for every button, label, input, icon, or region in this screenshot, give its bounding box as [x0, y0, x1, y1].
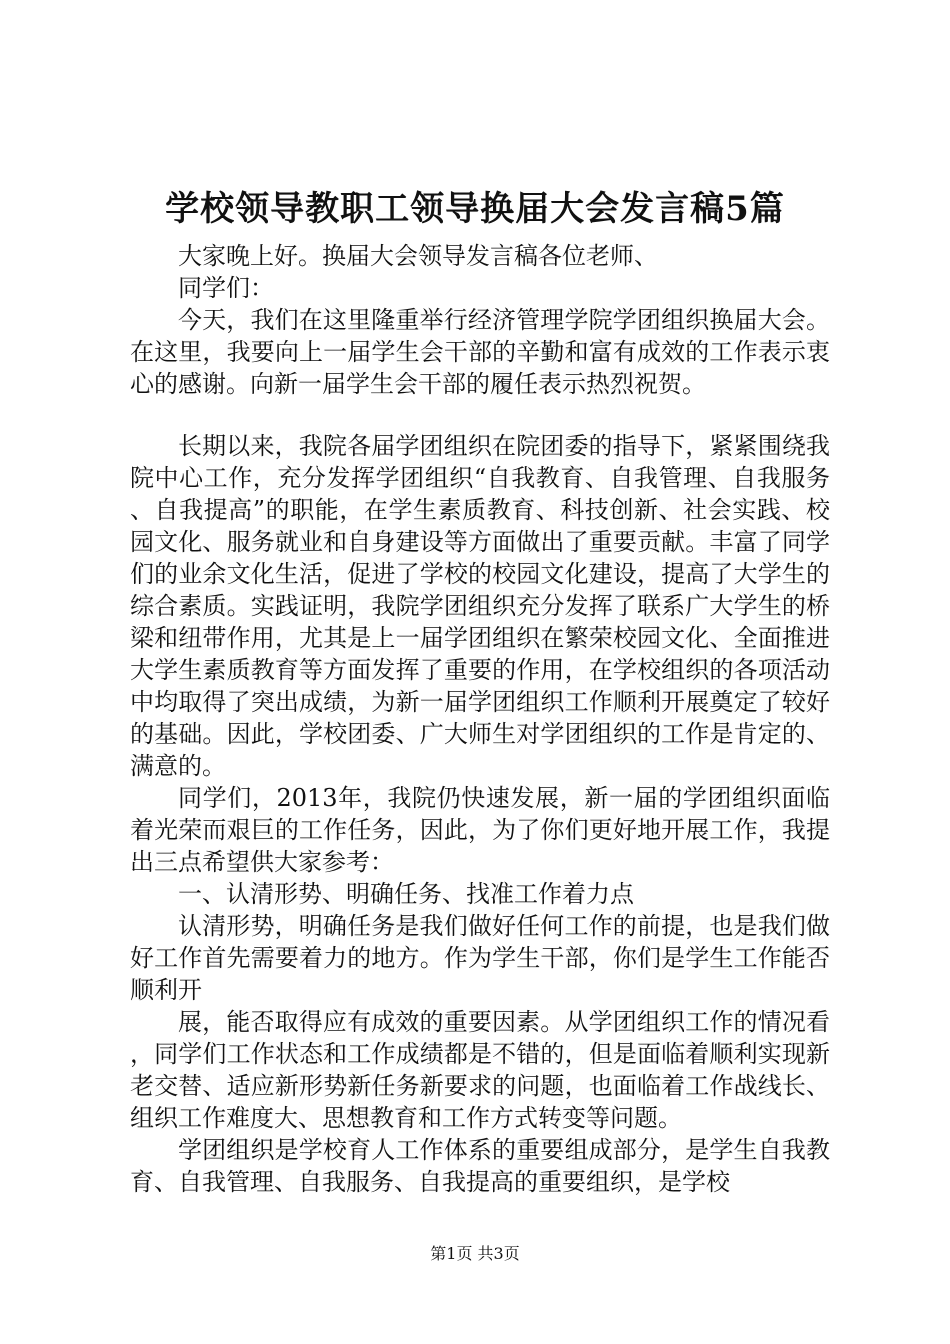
opening-paragraph: 今天，我们在这里隆重举行经济管理学院学团组织换届大会。在这里，我要向上一届学生会干部的辛勤和富有成效的工作表示衷心的感谢。向新一届学生会干部的履任表示热烈祝贺。 [130, 306, 830, 398]
page-number-footer: 第1页 共3页 [430, 1244, 520, 1263]
greeting-paragraph: 大家晚上好。换届大会领导发言稿各位老师、 [178, 242, 658, 270]
document-title: 学校领导教职工领导换届大会发言稿5篇 [165, 189, 785, 229]
section-1-continued-paragraph: 展，能否取得应有成效的重要因素。从学团组织工作的情况看，同学们工作状态和工作成绩都是不错的，但是面临着顺利实现新老交替、适应新形势新任务新要求的问题，也面临着工作战线长、组织工作难度大、思想教育和工作方式转变等问题。 [130, 1008, 830, 1132]
section-heading-1: 一、认清形势、明确任务、找准工作着力点 [178, 880, 634, 908]
salutation-paragraph: 同学们： [178, 274, 274, 302]
review-paragraph: 长期以来，我院各届学团组织在院团委的指导下，紧紧围绕我院中心工作，充分发挥学团组织“自我教育、自我管理、自我服务、自我提高”的职能，在学生素质教育、科技创新、社会实践、校园文化、服务就业和自身建设等方面做出了重要贡献。丰富了同学们的业余文化生活，促进了学校的校园文化建设，提高了大学生的综合素质。实践证明，我院学团组织充分发挥了联系广大学生的桥梁和纽带作用，尤其是上一届学团组织在繁荣校园文化、全面推进大学生素质教育等方面发挥了重要的作用，在学校组织的各项活动中均取得了突出成绩，为新一届学团组织工作顺利开展奠定了较好的基础。因此，学校团委、广大师生对学团组织的工作是肯定的、满意的。 [130, 432, 830, 780]
document-body [130, 240, 830, 1198]
section-1-paragraph: 认清形势，明确任务是我们做好任何工作的前提，也是我们做好工作首先需要着力的地方。作为学生干部，你们是学生工作能否顺利开 [130, 912, 830, 1004]
organization-paragraph: 学团组织是学校育人工作体系的重要组成部分，是学生自我教育、自我管理、自我服务、自我提高的重要组织，是学校 [130, 1136, 830, 1196]
expectation-paragraph: 同学们，2013年，我院仍快速发展，新一届的学团组织面临着光荣而艰巨的工作任务，因此，为了你们更好地开展工作，我提出三点希望供大家参考： [130, 784, 830, 876]
